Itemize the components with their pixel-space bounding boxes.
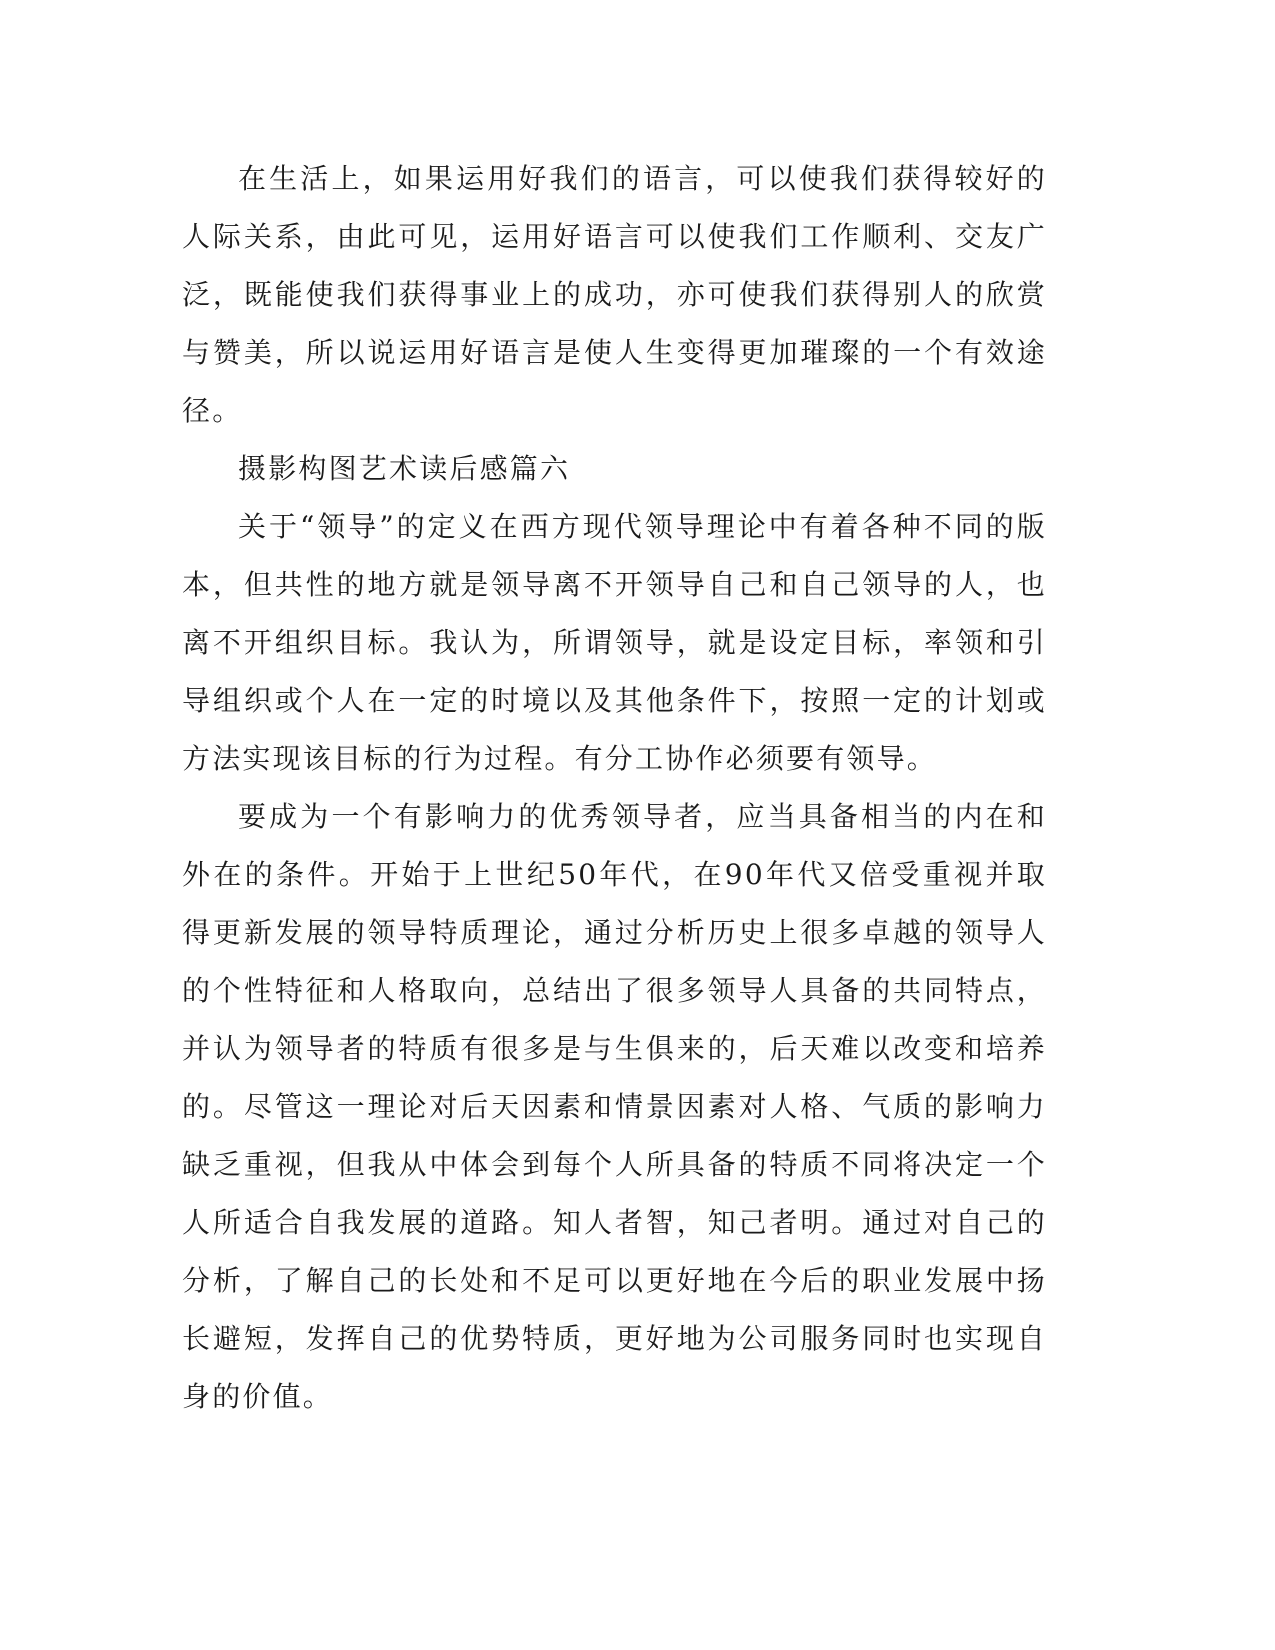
- section-heading: 摄影构图艺术读后感篇六: [238, 452, 571, 485]
- document-body: [182, 150, 1047, 1426]
- paragraph-language: 在生活上，如果运用好我们的语言，可以使我们获得较好的人际关系，由此可见，运用好语言可以使我们工作顺利、交友广泛，既能使我们获得事业上的成功，亦可使我们获得别人的欣赏与赞美，所以说运用好语言是使人生变得更加璀璨的一个有效途径。: [182, 162, 1047, 427]
- paragraph-leadership-definition: 关于“领导”的定义在西方现代领导理论中有着各种不同的版本，但共性的地方就是领导离不开领导自己和自己领导的人，也离不开组织目标。我认为，所谓领导，就是设定目标，率领和引导组织或个人在一定的时境以及其他条件下，按照一定的计划或方法实现该目标的行为过程。有分工协作必须要有领导。: [182, 510, 1047, 775]
- paragraph-leadership-traits: 要成为一个有影响力的优秀领导者，应当具备相当的内在和外在的条件。开始于上世纪50年代，在90年代又倍受重视并取得更新发展的领导特质理论，通过分析历史上很多卓越的领导人的个性特征和人格取向，总结出了很多领导人具备的共同特点，并认为领导者的特质有很多是与生俱来的，后天难以改变和培养的。尽管这一理论对后天因素和情景因素对人格、气质的影响力缺乏重视，但我从中体会到每个人所具备的特质不同将决定一个人所适合自我发展的道路。知人者智，知己者明。通过对自己的分析，了解自己的长处和不足可以更好地在今后的职业发展中扬长避短，发挥自己的优势特质，更好地为公司服务同时也实现自身的价值。: [182, 800, 1047, 1413]
